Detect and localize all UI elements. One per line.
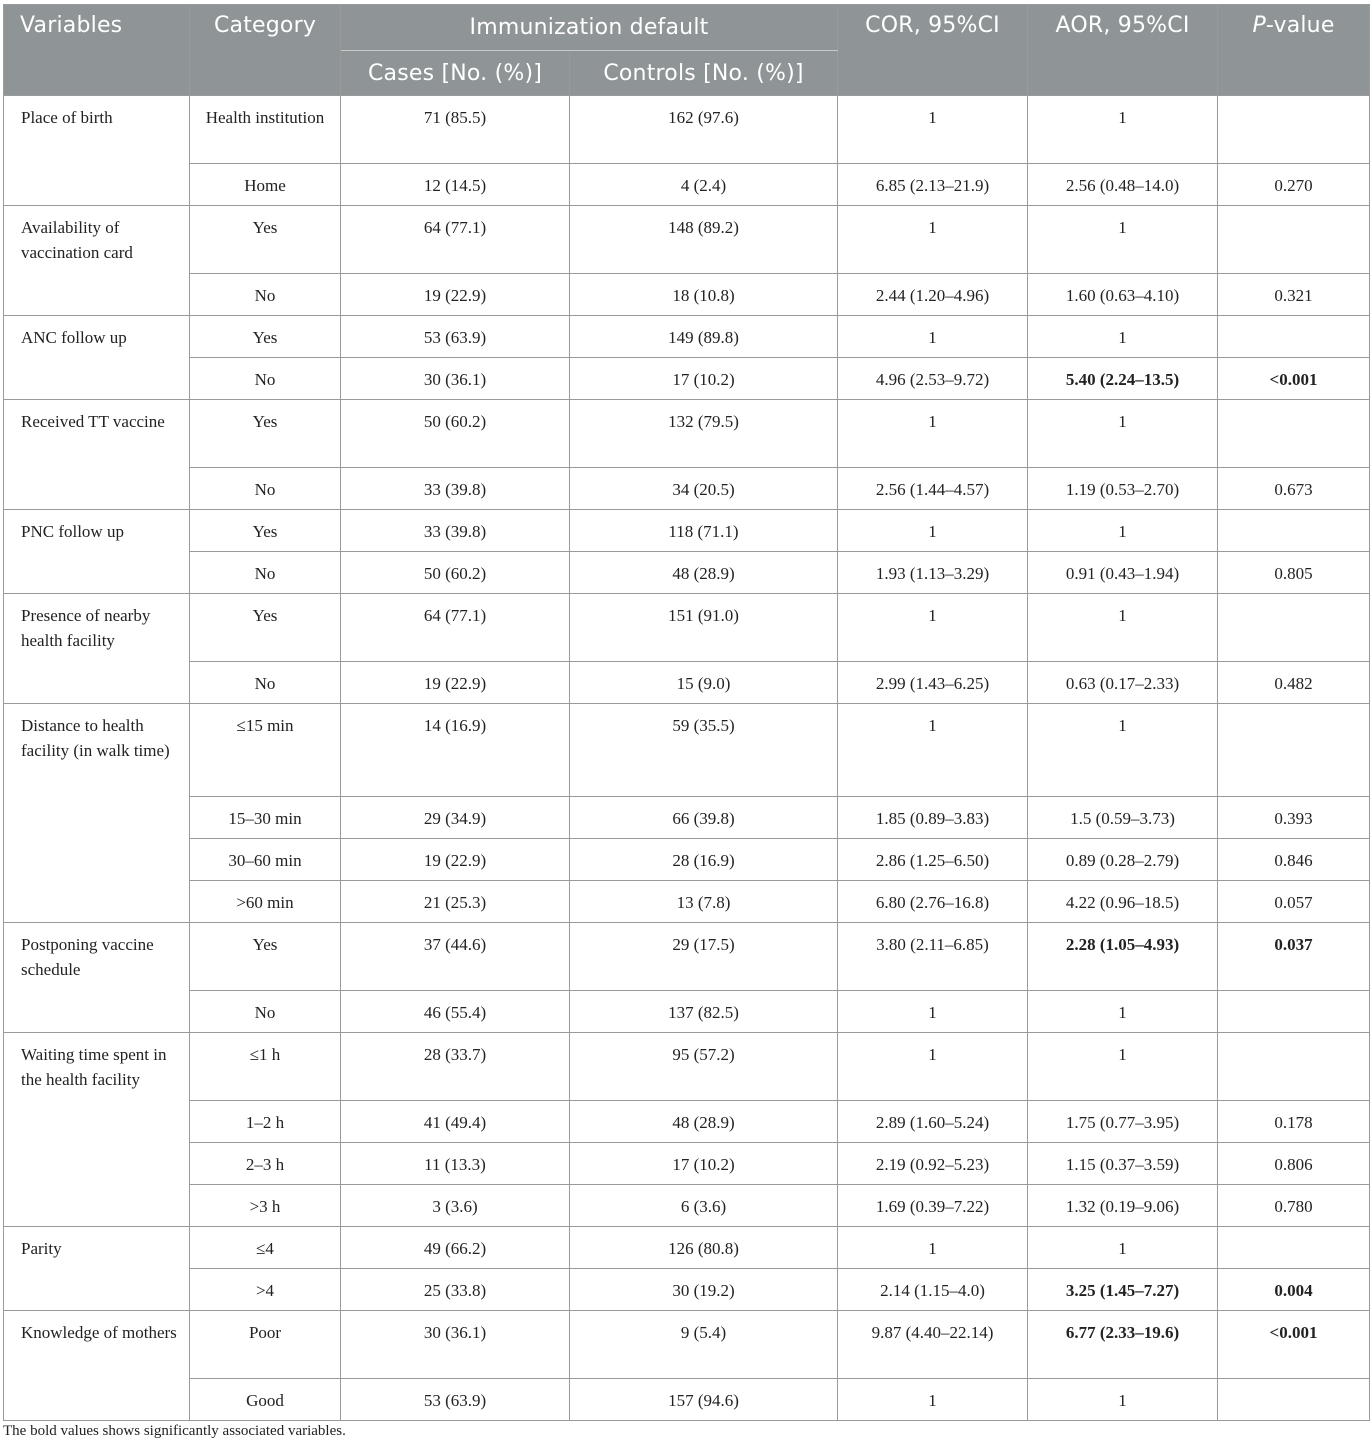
p-cell: 0.178 bbox=[1218, 1101, 1370, 1143]
p-cell bbox=[1218, 400, 1370, 468]
table-header bbox=[4, 5, 1370, 96]
controls-cell: 4 (2.4) bbox=[570, 164, 838, 206]
p-cell: 0.482 bbox=[1218, 662, 1370, 704]
table-row bbox=[4, 839, 1370, 881]
controls-cell: 6 (3.6) bbox=[570, 1185, 838, 1227]
category-cell: No bbox=[190, 358, 341, 400]
header-p-value bbox=[1218, 5, 1370, 96]
category-cell: >4 bbox=[190, 1269, 341, 1311]
cases-cell: 46 (55.4) bbox=[341, 991, 570, 1033]
cases-cell: 30 (36.1) bbox=[341, 358, 570, 400]
variable-cell: Parity bbox=[4, 1227, 190, 1311]
p-cell bbox=[1218, 991, 1370, 1033]
cor-cell: 6.80 (2.76–16.8) bbox=[838, 881, 1028, 923]
cor-cell: 1 bbox=[838, 1227, 1028, 1269]
table-row bbox=[4, 274, 1370, 316]
p-cell: <0.001 bbox=[1218, 358, 1370, 400]
category-cell: Yes bbox=[190, 923, 341, 991]
cases-cell: 14 (16.9) bbox=[341, 704, 570, 797]
p-cell: 0.806 bbox=[1218, 1143, 1370, 1185]
p-cell: <0.001 bbox=[1218, 1311, 1370, 1379]
category-cell: 2–3 h bbox=[190, 1143, 341, 1185]
cases-cell: 50 (60.2) bbox=[341, 400, 570, 468]
cases-cell: 11 (13.3) bbox=[341, 1143, 570, 1185]
aor-cell: 0.63 (0.17–2.33) bbox=[1028, 662, 1218, 704]
category-cell: Health institution bbox=[190, 96, 341, 164]
category-cell: No bbox=[190, 274, 341, 316]
category-cell: >3 h bbox=[190, 1185, 341, 1227]
table-row bbox=[4, 552, 1370, 594]
cases-cell: 50 (60.2) bbox=[341, 552, 570, 594]
category-cell: Yes bbox=[190, 400, 341, 468]
table-body bbox=[4, 96, 1370, 1421]
aor-cell: 1 bbox=[1028, 1227, 1218, 1269]
cor-cell: 3.80 (2.11–6.85) bbox=[838, 923, 1028, 991]
p-cell bbox=[1218, 316, 1370, 358]
variable-cell: Received TT vaccine bbox=[4, 400, 190, 510]
controls-cell: 95 (57.2) bbox=[570, 1033, 838, 1101]
table-row bbox=[4, 991, 1370, 1033]
cases-cell: 3 (3.6) bbox=[341, 1185, 570, 1227]
cor-cell: 1 bbox=[838, 704, 1028, 797]
header-immunization-default: Immunization default bbox=[341, 5, 838, 51]
cor-cell: 2.99 (1.43–6.25) bbox=[838, 662, 1028, 704]
cor-cell: 1 bbox=[838, 400, 1028, 468]
variable-cell: Presence of nearby health facility bbox=[4, 594, 190, 704]
p-cell: 0.057 bbox=[1218, 881, 1370, 923]
variable-cell: Distance to health facility (in walk time) bbox=[4, 704, 190, 923]
table-row bbox=[4, 594, 1370, 662]
aor-cell: 1 bbox=[1028, 1033, 1218, 1101]
table-row bbox=[4, 797, 1370, 839]
p-cell bbox=[1218, 1033, 1370, 1101]
aor-cell: 1 bbox=[1028, 594, 1218, 662]
p-cell: 0.270 bbox=[1218, 164, 1370, 206]
table-row bbox=[4, 1185, 1370, 1227]
controls-cell: 148 (89.2) bbox=[570, 206, 838, 274]
cases-cell: 49 (66.2) bbox=[341, 1227, 570, 1269]
controls-cell: 30 (19.2) bbox=[570, 1269, 838, 1311]
p-cell: 0.673 bbox=[1218, 468, 1370, 510]
category-cell: No bbox=[190, 552, 341, 594]
cor-cell: 1.85 (0.89–3.83) bbox=[838, 797, 1028, 839]
cor-cell: 9.87 (4.40–22.14) bbox=[838, 1311, 1028, 1379]
cases-cell: 12 (14.5) bbox=[341, 164, 570, 206]
controls-cell: 18 (10.8) bbox=[570, 274, 838, 316]
variable-cell: Place of birth bbox=[4, 96, 190, 206]
cases-cell: 19 (22.9) bbox=[341, 839, 570, 881]
cases-cell: 71 (85.5) bbox=[341, 96, 570, 164]
cases-cell: 64 (77.1) bbox=[341, 206, 570, 274]
cases-cell: 33 (39.8) bbox=[341, 510, 570, 552]
controls-cell: 157 (94.6) bbox=[570, 1379, 838, 1421]
controls-cell: 149 (89.8) bbox=[570, 316, 838, 358]
aor-cell: 1 bbox=[1028, 400, 1218, 468]
cor-cell: 1 bbox=[838, 1379, 1028, 1421]
category-cell: Yes bbox=[190, 206, 341, 274]
cor-cell: 1.93 (1.13–3.29) bbox=[838, 552, 1028, 594]
cases-cell: 53 (63.9) bbox=[341, 1379, 570, 1421]
p-cell bbox=[1218, 96, 1370, 164]
controls-cell: 28 (16.9) bbox=[570, 839, 838, 881]
category-cell: No bbox=[190, 662, 341, 704]
table-row bbox=[4, 468, 1370, 510]
cases-cell: 30 (36.1) bbox=[341, 1311, 570, 1379]
cases-cell: 21 (25.3) bbox=[341, 881, 570, 923]
aor-cell: 1 bbox=[1028, 991, 1218, 1033]
p-cell bbox=[1218, 594, 1370, 662]
aor-cell: 6.77 (2.33–19.6) bbox=[1028, 1311, 1218, 1379]
cor-cell: 4.96 (2.53–9.72) bbox=[838, 358, 1028, 400]
p-cell: 0.321 bbox=[1218, 274, 1370, 316]
aor-cell: 4.22 (0.96–18.5) bbox=[1028, 881, 1218, 923]
header-cor: COR, 95%CI bbox=[838, 5, 1028, 96]
table-row bbox=[4, 1101, 1370, 1143]
controls-cell: 17 (10.2) bbox=[570, 1143, 838, 1185]
variable-cell: Availability of vaccination card bbox=[4, 206, 190, 316]
cor-cell: 2.56 (1.44–4.57) bbox=[838, 468, 1028, 510]
aor-cell: 1 bbox=[1028, 1379, 1218, 1421]
p-cell: 0.805 bbox=[1218, 552, 1370, 594]
table-row bbox=[4, 316, 1370, 358]
cases-cell: 19 (22.9) bbox=[341, 274, 570, 316]
table-row bbox=[4, 1269, 1370, 1311]
aor-cell: 1.15 (0.37–3.59) bbox=[1028, 1143, 1218, 1185]
cases-cell: 53 (63.9) bbox=[341, 316, 570, 358]
cor-cell: 1 bbox=[838, 510, 1028, 552]
table-row bbox=[4, 358, 1370, 400]
table-row bbox=[4, 704, 1370, 797]
aor-cell: 1.75 (0.77–3.95) bbox=[1028, 1101, 1218, 1143]
category-cell: 30–60 min bbox=[190, 839, 341, 881]
cor-cell: 6.85 (2.13–21.9) bbox=[838, 164, 1028, 206]
p-cell bbox=[1218, 206, 1370, 274]
cor-cell: 2.44 (1.20–4.96) bbox=[838, 274, 1028, 316]
header-category: Category bbox=[190, 5, 341, 96]
category-cell: ≤1 h bbox=[190, 1033, 341, 1101]
controls-cell: 59 (35.5) bbox=[570, 704, 838, 797]
controls-cell: 151 (91.0) bbox=[570, 594, 838, 662]
table-row bbox=[4, 206, 1370, 274]
table-row bbox=[4, 164, 1370, 206]
aor-cell: 1 bbox=[1028, 206, 1218, 274]
variable-cell: Knowledge of mothers bbox=[4, 1311, 190, 1421]
category-cell: Yes bbox=[190, 510, 341, 552]
cases-cell: 64 (77.1) bbox=[341, 594, 570, 662]
cases-cell: 28 (33.7) bbox=[341, 1033, 570, 1101]
category-cell: ≤4 bbox=[190, 1227, 341, 1269]
aor-cell: 0.89 (0.28–2.79) bbox=[1028, 839, 1218, 881]
p-cell bbox=[1218, 510, 1370, 552]
cor-cell: 1 bbox=[838, 1033, 1028, 1101]
p-cell: 0.780 bbox=[1218, 1185, 1370, 1227]
cases-cell: 25 (33.8) bbox=[341, 1269, 570, 1311]
cor-cell: 1.69 (0.39–7.22) bbox=[838, 1185, 1028, 1227]
table-row bbox=[4, 1033, 1370, 1101]
table-row bbox=[4, 96, 1370, 164]
results-table bbox=[3, 4, 1370, 1421]
category-cell: >60 min bbox=[190, 881, 341, 923]
controls-cell: 48 (28.9) bbox=[570, 1101, 838, 1143]
aor-cell: 1 bbox=[1028, 316, 1218, 358]
category-cell: Yes bbox=[190, 594, 341, 662]
cor-cell: 1 bbox=[838, 206, 1028, 274]
header-variables: Variables bbox=[4, 5, 190, 96]
aor-cell: 0.91 (0.43–1.94) bbox=[1028, 552, 1218, 594]
controls-cell: 118 (71.1) bbox=[570, 510, 838, 552]
cor-cell: 1 bbox=[838, 316, 1028, 358]
table-row bbox=[4, 400, 1370, 468]
aor-cell: 1 bbox=[1028, 96, 1218, 164]
aor-cell: 1.5 (0.59–3.73) bbox=[1028, 797, 1218, 839]
variable-cell: Postponing vaccine schedule bbox=[4, 923, 190, 1033]
controls-cell: 34 (20.5) bbox=[570, 468, 838, 510]
category-cell: Good bbox=[190, 1379, 341, 1421]
aor-cell: 1 bbox=[1028, 510, 1218, 552]
header-aor: AOR, 95%CI bbox=[1028, 5, 1218, 96]
cor-cell: 1 bbox=[838, 96, 1028, 164]
table-row bbox=[4, 662, 1370, 704]
controls-cell: 132 (79.5) bbox=[570, 400, 838, 468]
p-cell bbox=[1218, 1227, 1370, 1269]
controls-cell: 48 (28.9) bbox=[570, 552, 838, 594]
p-cell: 0.846 bbox=[1218, 839, 1370, 881]
table-row bbox=[4, 1311, 1370, 1379]
header-p-value-italic: P bbox=[1252, 13, 1266, 38]
aor-cell: 3.25 (1.45–7.27) bbox=[1028, 1269, 1218, 1311]
cor-cell: 2.19 (0.92–5.23) bbox=[838, 1143, 1028, 1185]
cases-cell: 41 (49.4) bbox=[341, 1101, 570, 1143]
variable-cell: PNC follow up bbox=[4, 510, 190, 594]
table-row bbox=[4, 881, 1370, 923]
cases-cell: 29 (34.9) bbox=[341, 797, 570, 839]
category-cell: ≤15 min bbox=[190, 704, 341, 797]
table-row bbox=[4, 923, 1370, 991]
header-controls: Controls [No. (%)] bbox=[570, 51, 838, 96]
aor-cell: 1.19 (0.53–2.70) bbox=[1028, 468, 1218, 510]
cor-cell: 2.89 (1.60–5.24) bbox=[838, 1101, 1028, 1143]
cor-cell: 1 bbox=[838, 594, 1028, 662]
category-cell: Poor bbox=[190, 1311, 341, 1379]
category-cell: Home bbox=[190, 164, 341, 206]
p-cell: 0.037 bbox=[1218, 923, 1370, 991]
variable-cell: ANC follow up bbox=[4, 316, 190, 400]
header-cases: Cases [No. (%)] bbox=[341, 51, 570, 96]
aor-cell: 1 bbox=[1028, 704, 1218, 797]
aor-cell: 1.60 (0.63–4.10) bbox=[1028, 274, 1218, 316]
table-row bbox=[4, 1379, 1370, 1421]
category-cell: No bbox=[190, 468, 341, 510]
controls-cell: 9 (5.4) bbox=[570, 1311, 838, 1379]
category-cell: No bbox=[190, 991, 341, 1033]
table-footnote: The bold values shows significantly associated variables. bbox=[3, 1423, 346, 1439]
category-cell: 15–30 min bbox=[190, 797, 341, 839]
cases-cell: 33 (39.8) bbox=[341, 468, 570, 510]
aor-cell: 1.32 (0.19–9.06) bbox=[1028, 1185, 1218, 1227]
table-row bbox=[4, 510, 1370, 552]
cases-cell: 19 (22.9) bbox=[341, 662, 570, 704]
p-cell: 0.393 bbox=[1218, 797, 1370, 839]
cases-cell: 37 (44.6) bbox=[341, 923, 570, 991]
variable-cell: Waiting time spent in the health facility bbox=[4, 1033, 190, 1227]
p-cell bbox=[1218, 1379, 1370, 1421]
p-cell: 0.004 bbox=[1218, 1269, 1370, 1311]
aor-cell: 5.40 (2.24–13.5) bbox=[1028, 358, 1218, 400]
p-cell bbox=[1218, 704, 1370, 797]
controls-cell: 126 (80.8) bbox=[570, 1227, 838, 1269]
controls-cell: 15 (9.0) bbox=[570, 662, 838, 704]
table-row bbox=[4, 1227, 1370, 1269]
controls-cell: 29 (17.5) bbox=[570, 923, 838, 991]
controls-cell: 137 (82.5) bbox=[570, 991, 838, 1033]
category-cell: Yes bbox=[190, 316, 341, 358]
cor-cell: 1 bbox=[838, 991, 1028, 1033]
controls-cell: 17 (10.2) bbox=[570, 358, 838, 400]
controls-cell: 162 (97.6) bbox=[570, 96, 838, 164]
aor-cell: 2.56 (0.48–14.0) bbox=[1028, 164, 1218, 206]
aor-cell: 2.28 (1.05–4.93) bbox=[1028, 923, 1218, 991]
table-row bbox=[4, 1143, 1370, 1185]
header-p-value-rest: -value bbox=[1265, 13, 1335, 38]
controls-cell: 13 (7.8) bbox=[570, 881, 838, 923]
cor-cell: 2.14 (1.15–4.0) bbox=[838, 1269, 1028, 1311]
controls-cell: 66 (39.8) bbox=[570, 797, 838, 839]
cor-cell: 2.86 (1.25–6.50) bbox=[838, 839, 1028, 881]
category-cell: 1–2 h bbox=[190, 1101, 341, 1143]
